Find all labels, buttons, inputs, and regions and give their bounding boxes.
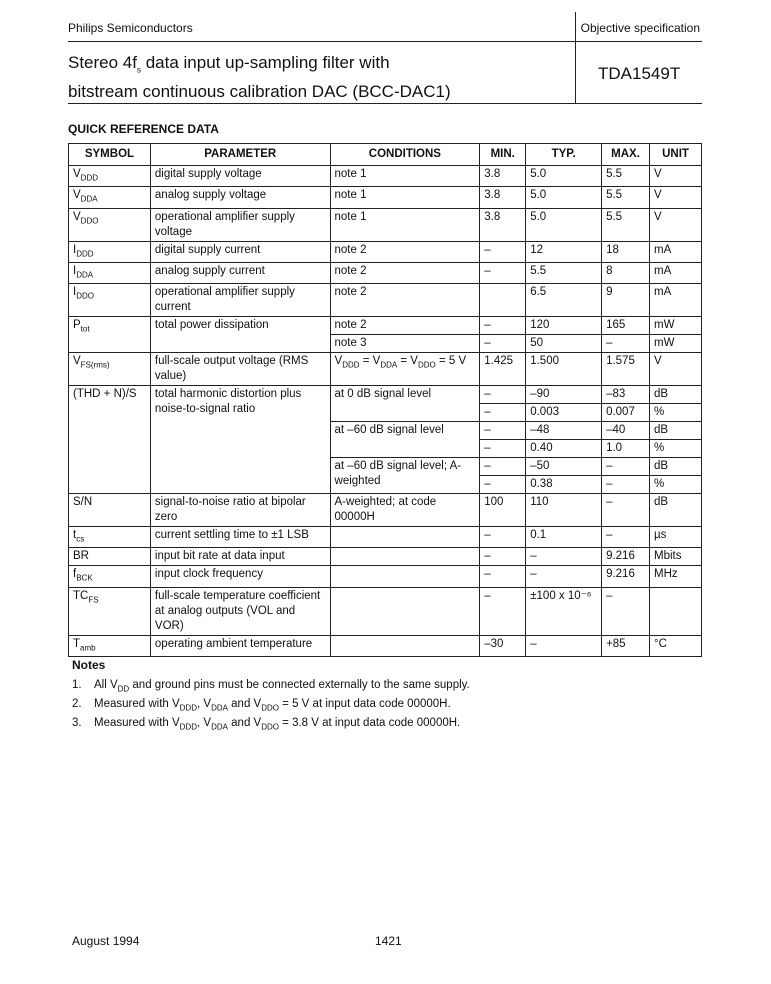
unit-cell: V — [650, 353, 702, 386]
conditions-cell: note 2 — [330, 241, 480, 262]
max-cell: – — [602, 587, 650, 635]
min-cell: – — [480, 404, 526, 422]
table-row — [69, 262, 702, 283]
unit-cell: % — [650, 440, 702, 458]
min-cell: – — [480, 241, 526, 262]
unit-cell: mA — [650, 241, 702, 262]
notes-title: Notes — [72, 658, 106, 672]
max-cell: 9.216 — [602, 548, 650, 566]
max-cell: 9 — [602, 284, 650, 317]
header-divider — [575, 12, 576, 42]
min-cell: 3.8 — [480, 208, 526, 241]
conditions-cell: note 1 — [330, 208, 480, 241]
column-header: UNIT — [650, 144, 702, 166]
min-cell: 3.8 — [480, 187, 526, 208]
typ-cell: 120 — [526, 317, 602, 335]
unit-cell: V — [650, 187, 702, 208]
note-text: Measured with $V_{DDD}$, $V_{DDA}$ and $V_{DDO} = 5$ V at input data code 00000H. — [94, 698, 451, 713]
typ-cell: 5.0 — [526, 208, 602, 241]
parameter-cell: digital supply current — [150, 241, 330, 262]
conditions-cell: note 1 — [330, 166, 480, 187]
symbol-cell: $t_{cs}$ — [69, 527, 151, 548]
conditions-cell: note 2 — [330, 317, 480, 335]
column-header: PARAMETER — [150, 144, 330, 166]
symbol-cell: $I_{DDD}$ — [69, 241, 151, 262]
conditions-cell: A-weighted; at code 00000H — [330, 494, 480, 527]
typ-cell: –48 — [526, 422, 602, 440]
max-cell: 5.5 — [602, 187, 650, 208]
symbol-cell: $P_{tot}$ — [69, 317, 151, 353]
column-header: CONDITIONS — [330, 144, 480, 166]
max-cell: –83 — [602, 386, 650, 404]
parameter-cell: operational amplifier supply current — [150, 284, 330, 317]
min-cell — [480, 284, 526, 317]
conditions-cell: at –60 dB signal level; A-weighted — [330, 458, 480, 494]
min-cell: – — [480, 422, 526, 440]
symbol-cell: S/N — [69, 494, 151, 527]
note-item — [72, 679, 470, 693]
header-rule — [68, 41, 702, 42]
typ-cell: 1.500 — [526, 353, 602, 386]
min-cell: – — [480, 335, 526, 353]
note-text: Measured with $V_{DDD}$, $V_{DDA}$ and $V_{DDO} = 3.8$ V at input data code 00000H. — [94, 717, 461, 732]
table-row — [69, 635, 702, 656]
typ-cell: 0.40 — [526, 440, 602, 458]
typ-cell: – — [526, 548, 602, 566]
min-cell: – — [480, 566, 526, 587]
unit-cell: % — [650, 476, 702, 494]
symbol-cell: $V_{DDA}$ — [69, 187, 151, 208]
max-cell: – — [602, 458, 650, 476]
unit-cell: % — [650, 404, 702, 422]
table-row — [69, 494, 702, 527]
typ-cell: 12 — [526, 241, 602, 262]
symbol-cell: $V_{DDO}$ — [69, 208, 151, 241]
max-cell: 8 — [602, 262, 650, 283]
parameter-cell: full-scale temperature coefficient at analog outputs (VOL and VOR) — [150, 587, 330, 635]
min-cell: – — [480, 262, 526, 283]
conditions-cell: at 0 dB signal level — [330, 386, 480, 422]
table-row — [69, 527, 702, 548]
unit-cell: °C — [650, 635, 702, 656]
parameter-cell: analog supply voltage — [150, 187, 330, 208]
unit-cell: dB — [650, 422, 702, 440]
unit-cell: dB — [650, 494, 702, 527]
note-number: 2. — [72, 698, 82, 710]
typ-cell: 0.003 — [526, 404, 602, 422]
company-name: Philips Semiconductors — [68, 21, 193, 35]
unit-cell: V — [650, 208, 702, 241]
symbol-cell: $TC_{FS}$ — [69, 587, 151, 635]
parameter-cell: current settling time to ±1 LSB — [150, 527, 330, 548]
typ-cell: 5.0 — [526, 166, 602, 187]
unit-cell: mW — [650, 335, 702, 353]
conditions-cell — [330, 566, 480, 587]
min-cell: – — [480, 317, 526, 335]
typ-cell: –90 — [526, 386, 602, 404]
unit-cell: mA — [650, 284, 702, 317]
table-row — [69, 353, 702, 386]
conditions-cell — [330, 548, 480, 566]
max-cell: – — [602, 527, 650, 548]
note-item — [72, 717, 460, 731]
min-cell: 100 — [480, 494, 526, 527]
typ-cell: 5.0 — [526, 187, 602, 208]
unit-cell: MHz — [650, 566, 702, 587]
table-row — [69, 187, 702, 208]
conditions-cell — [330, 587, 480, 635]
title-line-1: Stereo $4f_s$ data input up-sampling filter with — [68, 53, 390, 75]
footer-date: August 1994 — [72, 934, 140, 948]
table-row — [69, 241, 702, 262]
typ-cell: 0.1 — [526, 527, 602, 548]
note-number: 1. — [72, 679, 82, 691]
min-cell: – — [480, 548, 526, 566]
conditions-cell: note 3 — [330, 335, 480, 353]
parameter-cell: operational amplifier supply voltage — [150, 208, 330, 241]
document-type: Objective specification — [580, 21, 700, 35]
max-cell: 18 — [602, 241, 650, 262]
symbol-cell: $I_{DDO}$ — [69, 284, 151, 317]
conditions-cell — [330, 635, 480, 656]
column-header: SYMBOL — [69, 144, 151, 166]
parameter-cell: input bit rate at data input — [150, 548, 330, 566]
conditions-cell: note 1 — [330, 187, 480, 208]
column-header: MAX. — [602, 144, 650, 166]
parameter-cell: input clock frequency — [150, 566, 330, 587]
typ-cell: ±100 x 10⁻⁶ — [526, 587, 602, 635]
parameter-cell: digital supply voltage — [150, 166, 330, 187]
max-cell: 1.575 — [602, 353, 650, 386]
symbol-cell: $I_{DDA}$ — [69, 262, 151, 283]
typ-cell: 110 — [526, 494, 602, 527]
page-number: 1421 — [375, 934, 402, 948]
table-row — [69, 548, 702, 566]
conditions-cell: at –60 dB signal level — [330, 422, 480, 458]
max-cell: – — [602, 476, 650, 494]
title-divider — [575, 42, 576, 104]
max-cell: 5.5 — [602, 208, 650, 241]
typ-cell: –50 — [526, 458, 602, 476]
typ-cell: 6.5 — [526, 284, 602, 317]
min-cell: – — [480, 587, 526, 635]
unit-cell: µs — [650, 527, 702, 548]
note-number: 3. — [72, 717, 82, 729]
max-cell: 165 — [602, 317, 650, 335]
note-text: All $V_{DD}$ and ground pins must be connected externally to the same supply. — [94, 679, 470, 694]
typ-cell: 0.38 — [526, 476, 602, 494]
unit-cell: dB — [650, 386, 702, 404]
max-cell: 9.216 — [602, 566, 650, 587]
parameter-cell: signal-to-noise ratio at bipolar zero — [150, 494, 330, 527]
title-line-2: bitstream continuous calibration DAC (BCC-DAC1) — [68, 82, 451, 102]
min-cell: – — [480, 440, 526, 458]
note-item — [72, 698, 451, 712]
parameter-cell: full-scale output voltage (RMS value) — [150, 353, 330, 386]
conditions-cell: note 2 — [330, 284, 480, 317]
parameter-cell: total harmonic distortion plus noise-to-signal ratio — [150, 386, 330, 494]
unit-cell: mW — [650, 317, 702, 335]
max-cell: 5.5 — [602, 166, 650, 187]
min-cell: – — [480, 527, 526, 548]
min-cell: – — [480, 476, 526, 494]
unit-cell: mA — [650, 262, 702, 283]
unit-cell: dB — [650, 458, 702, 476]
column-header: MIN. — [480, 144, 526, 166]
table-header-row — [69, 144, 702, 166]
symbol-cell: BR — [69, 548, 151, 566]
typ-cell: – — [526, 635, 602, 656]
symbol-cell: (THD + N)/S — [69, 386, 151, 494]
table-row — [69, 587, 702, 635]
min-cell: 3.8 — [480, 166, 526, 187]
unit-cell — [650, 587, 702, 635]
table-row — [69, 166, 702, 187]
title-rule — [68, 103, 702, 104]
typ-cell: – — [526, 566, 602, 587]
section-title: QUICK REFERENCE DATA — [68, 122, 219, 136]
symbol-cell: $T_{amb}$ — [69, 635, 151, 656]
document-title — [68, 52, 568, 103]
table-row — [69, 284, 702, 317]
table-row — [69, 208, 702, 241]
max-cell: –40 — [602, 422, 650, 440]
table-row — [69, 386, 702, 404]
parameter-cell: operating ambient temperature — [150, 635, 330, 656]
conditions-cell: $V_{DDD} = V_{DDA} = V_{DDO} = 5$ V — [330, 353, 480, 386]
min-cell: – — [480, 386, 526, 404]
max-cell: 0.007 — [602, 404, 650, 422]
max-cell: +85 — [602, 635, 650, 656]
typ-cell: 50 — [526, 335, 602, 353]
column-header: TYP. — [526, 144, 602, 166]
max-cell: 1.0 — [602, 440, 650, 458]
max-cell: – — [602, 335, 650, 353]
table-row — [69, 317, 702, 335]
unit-cell: Mbits — [650, 548, 702, 566]
conditions-cell — [330, 527, 480, 548]
symbol-cell: $V_{FS(rms)}$ — [69, 353, 151, 386]
min-cell: – — [480, 458, 526, 476]
part-number: TDA1549T — [598, 64, 681, 83]
parameter-cell: total power dissipation — [150, 317, 330, 353]
symbol-cell: $V_{DDD}$ — [69, 166, 151, 187]
parameter-cell: analog supply current — [150, 262, 330, 283]
max-cell: – — [602, 494, 650, 527]
quick-reference-table — [68, 143, 702, 657]
min-cell: –30 — [480, 635, 526, 656]
table-row — [69, 566, 702, 587]
conditions-cell: note 2 — [330, 262, 480, 283]
symbol-cell: $f_{BCK}$ — [69, 566, 151, 587]
unit-cell: V — [650, 166, 702, 187]
typ-cell: 5.5 — [526, 262, 602, 283]
min-cell: 1.425 — [480, 353, 526, 386]
